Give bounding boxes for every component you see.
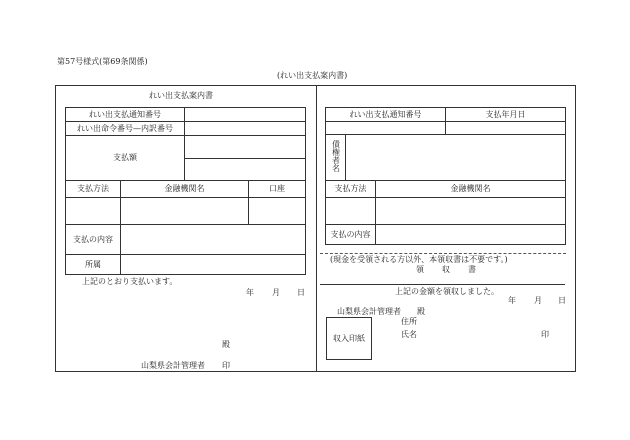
payment-content-value-cell (121, 225, 306, 255)
table-row (326, 122, 566, 135)
right-statement: 上記の金額を領収しました。 (395, 287, 499, 296)
right-bank-name-value-cell (376, 198, 566, 225)
left-addressee-suffix: 殿 (222, 340, 230, 349)
name-label: 氏名 (401, 330, 417, 339)
receipt-separator (320, 284, 565, 285)
table-row (66, 181, 306, 198)
revenue-stamp-label: 収入印紙 (333, 333, 365, 343)
form-title: (れい出支払案内書) (277, 71, 348, 80)
right-date-day: 日 (558, 296, 566, 305)
notice-number-label: れい出支払通知番号 (66, 108, 185, 122)
bank-name-label: 金融機関名 (121, 181, 249, 198)
left-date-day: 日 (297, 288, 305, 297)
right-notice-number-value-cell (326, 122, 446, 135)
panel-divider (316, 85, 317, 372)
left-date-year: 年 (246, 288, 254, 297)
table-row (326, 108, 566, 122)
table-row (326, 135, 566, 181)
right-date-year: 年 (508, 296, 516, 305)
table-row (66, 225, 306, 255)
left-heading: れい出支払案内書 (149, 91, 213, 100)
payment-date-label: 支払年月日 (446, 108, 566, 122)
department-label: 所属 (66, 255, 121, 275)
notice-number-value-cell (185, 108, 306, 122)
right-payment-content-label: 支払の内容 (326, 225, 376, 245)
right-payment-table (325, 107, 566, 245)
left-date-month: 月 (272, 288, 280, 297)
creditor-name-value-cell (346, 135, 566, 181)
department-value-cell (121, 255, 306, 275)
revenue-stamp-box (326, 317, 372, 360)
table-row (66, 108, 306, 122)
receipt-title: 領収書 (416, 265, 494, 274)
form-number: 第57号様式(第69条関係) (57, 57, 148, 66)
payment-method-value-cell (66, 198, 121, 225)
table-row (66, 122, 306, 136)
table-row (326, 225, 566, 245)
table-row (326, 181, 566, 198)
receipt-note: (現金を受領される方以外、本領収書は不要です。) (330, 255, 508, 264)
table-row (66, 255, 306, 275)
right-seal: 印 (541, 330, 549, 339)
left-payment-table (65, 107, 306, 275)
order-number-label: れい出命令番号—内訳番号 (66, 122, 185, 136)
table-row (66, 198, 306, 225)
amount-label: 支払額 (66, 136, 185, 181)
amount-value-cell-bottom (185, 159, 306, 181)
right-payment-method-value-cell (326, 198, 376, 225)
right-addressee-suffix: 殿 (417, 307, 425, 316)
table-row (66, 136, 306, 159)
payment-date-value-cell (446, 122, 566, 135)
payment-method-label: 支払方法 (66, 181, 121, 198)
creditor-name-label-cell (326, 135, 346, 181)
table-row (326, 198, 566, 225)
creditor-name-label: 債権者名 (331, 140, 341, 172)
account-value-cell (249, 198, 306, 225)
right-payment-content-value-cell (376, 225, 566, 245)
right-bank-name-label: 金融機関名 (376, 181, 566, 198)
amount-value-cell-top (185, 136, 306, 159)
left-issuer: 山梨県会計管理者 (141, 361, 205, 370)
right-notice-number-label: れい出支払通知番号 (326, 108, 446, 122)
order-number-value-cell (185, 122, 306, 136)
left-seal: 印 (222, 361, 230, 370)
right-date-month: 月 (534, 296, 542, 305)
account-label: 口座 (249, 181, 306, 198)
payment-content-label: 支払の内容 (66, 225, 121, 255)
right-payment-method-label: 支払方法 (326, 181, 376, 198)
left-statement: 上記のとおり支払います。 (82, 277, 178, 286)
bank-name-value-cell (121, 198, 249, 225)
address-label: 住所 (401, 317, 417, 326)
right-addressee: 山梨県会計管理者 (337, 307, 401, 316)
cut-line (320, 253, 566, 254)
